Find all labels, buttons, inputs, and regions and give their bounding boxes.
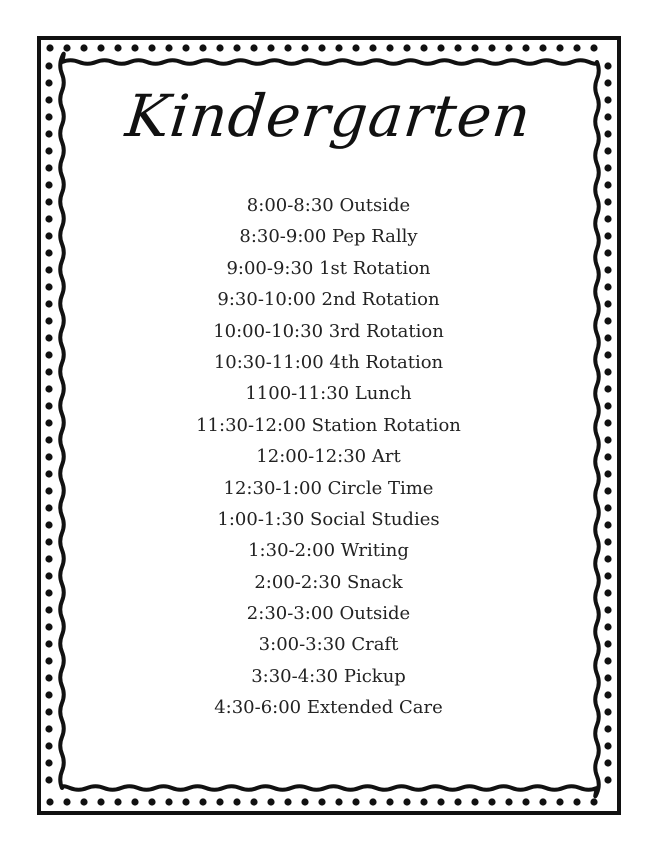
border-dot bbox=[335, 798, 342, 805]
border-dot bbox=[131, 798, 138, 805]
schedule-item: 9:30-10:00 2nd Rotation bbox=[217, 289, 440, 311]
border-dot bbox=[267, 798, 274, 805]
border-dot bbox=[352, 798, 359, 805]
border-dot bbox=[420, 44, 427, 51]
border-dot bbox=[46, 798, 53, 805]
schedule-list bbox=[0, 190, 657, 724]
border-dot bbox=[604, 742, 611, 749]
border-dot bbox=[182, 44, 189, 51]
border-dot bbox=[369, 798, 376, 805]
border-dot bbox=[369, 44, 376, 51]
border-dot bbox=[182, 798, 189, 805]
border-dot bbox=[604, 62, 611, 69]
schedule-item: 2:30-3:00 Outside bbox=[246, 603, 411, 625]
schedule-item: 9:00-9:30 1st Rotation bbox=[226, 257, 431, 279]
page-title: Kindergarten bbox=[122, 82, 535, 150]
border-dot bbox=[590, 798, 597, 805]
border-dot bbox=[386, 44, 393, 51]
border-dot bbox=[97, 798, 104, 805]
border-dot bbox=[403, 44, 410, 51]
border-dot bbox=[267, 44, 274, 51]
border-dot bbox=[199, 44, 206, 51]
border-dot bbox=[216, 44, 223, 51]
border-dot bbox=[45, 62, 52, 69]
border-dot bbox=[604, 759, 611, 766]
border-dot bbox=[522, 798, 529, 805]
border-dot bbox=[45, 181, 52, 188]
border-dot bbox=[403, 798, 410, 805]
border-dot bbox=[386, 798, 393, 805]
border-dot bbox=[522, 44, 529, 51]
border-dot bbox=[199, 798, 206, 805]
schedule-item: 8:00-8:30 Outside bbox=[246, 195, 411, 216]
schedule-item: 2:00-2:30 Snack bbox=[254, 571, 403, 593]
schedule-item: 1:00-1:30 Social Studies bbox=[217, 508, 440, 530]
border-dot bbox=[284, 798, 291, 805]
border-dot bbox=[63, 798, 70, 805]
border-dot bbox=[488, 798, 495, 805]
border-dot bbox=[471, 798, 478, 805]
border-dot bbox=[539, 44, 546, 51]
border-dot bbox=[233, 44, 240, 51]
schedule-item: 10:30-11:00 4th Rotation bbox=[213, 351, 444, 373]
border-dot bbox=[165, 798, 172, 805]
border-dot bbox=[437, 44, 444, 51]
border-dot bbox=[148, 798, 155, 805]
border-dot bbox=[454, 44, 461, 51]
border-dot bbox=[301, 798, 308, 805]
border-dot bbox=[488, 44, 495, 51]
border-dot bbox=[604, 776, 611, 783]
border-dot bbox=[46, 44, 53, 51]
border-dot bbox=[352, 44, 359, 51]
border-dot bbox=[233, 798, 240, 805]
border-dot bbox=[131, 44, 138, 51]
border-dot bbox=[80, 798, 87, 805]
schedule-item: 12:30-1:00 Circle Time bbox=[223, 477, 434, 499]
schedule-item: 12:00-12:30 Art bbox=[256, 446, 401, 468]
border-dot bbox=[505, 44, 512, 51]
border-dot bbox=[165, 44, 172, 51]
border-dot bbox=[505, 798, 512, 805]
border-dot bbox=[216, 798, 223, 805]
border-dot bbox=[420, 798, 427, 805]
border-dot bbox=[573, 44, 580, 51]
border-dot bbox=[556, 798, 563, 805]
schedule-item: 4:30-6:00 Extended Care bbox=[214, 697, 443, 719]
border-dot bbox=[45, 759, 52, 766]
schedule-item: 8:30-9:00 Pep Rally bbox=[239, 226, 418, 248]
schedule-item: 3:30-4:30 Pickup bbox=[251, 665, 406, 687]
border-dot bbox=[318, 798, 325, 805]
border-dot bbox=[318, 44, 325, 51]
schedule-item: 10:00-10:30 3rd Rotation bbox=[213, 320, 444, 342]
border-dot bbox=[301, 44, 308, 51]
border-dot bbox=[45, 164, 52, 171]
border-dot bbox=[604, 725, 611, 732]
border-dot bbox=[45, 742, 52, 749]
border-dot bbox=[604, 181, 611, 188]
schedule-item: 3:00-3:30 Craft bbox=[258, 634, 399, 656]
schedule-item: 1100-11:30 Lunch bbox=[245, 383, 412, 405]
border-dot bbox=[63, 44, 70, 51]
schedule-item: 1:30-2:00 Writing bbox=[248, 540, 409, 562]
border-dot bbox=[45, 776, 52, 783]
border-dot bbox=[573, 798, 580, 805]
schedule-item: 11:30-12:00 Station Rotation bbox=[196, 414, 461, 436]
border-dot bbox=[556, 44, 563, 51]
border-dot bbox=[80, 44, 87, 51]
border-dot bbox=[114, 798, 121, 805]
border-dot bbox=[97, 44, 104, 51]
border-dot bbox=[45, 725, 52, 732]
border-dot bbox=[454, 798, 461, 805]
border-dot bbox=[437, 798, 444, 805]
border-dot bbox=[604, 164, 611, 171]
border-dot bbox=[539, 798, 546, 805]
border-dot bbox=[114, 44, 121, 51]
border-dot bbox=[250, 798, 257, 805]
border-dot bbox=[284, 44, 291, 51]
border-dot bbox=[471, 44, 478, 51]
border-dot bbox=[335, 44, 342, 51]
border-dot bbox=[250, 44, 257, 51]
border-dot bbox=[590, 44, 597, 51]
border-dot bbox=[148, 44, 155, 51]
